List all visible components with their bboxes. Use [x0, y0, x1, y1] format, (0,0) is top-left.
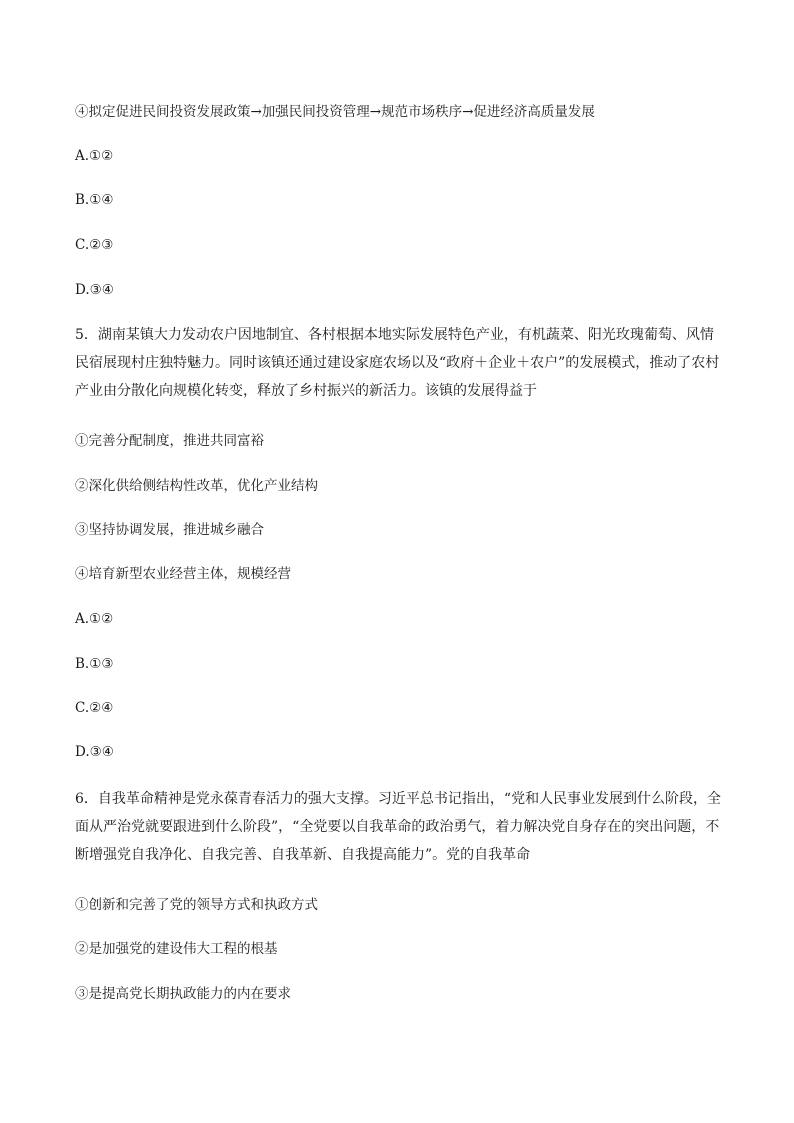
q5-option-3: ③坚持协调发展，推进城乡融合	[75, 522, 264, 538]
q6-option-1: ①创新和完善了党的领导方式和执政方式	[75, 897, 318, 913]
q5-choice-c: C.②④	[75, 700, 114, 716]
q4-choice-d: D.③④	[75, 282, 114, 298]
q5-option-2: ②深化供给侧结构性改革，优化产业结构	[75, 478, 318, 494]
q5-choice-a: A.①②	[75, 611, 114, 627]
q5-choice-d: D.③④	[75, 744, 114, 760]
q5-option-4: ④培育新型农业经营主体，规模经营	[75, 566, 291, 582]
q6-stem: 6．自我革命精神是党永葆青春活力的强大支撑。习近平总书记指出，“党和人民事业发展到什么阶段，全面从严治党就要跟进到什么阶段”，“全党要以自我革命的政治勇气，着力解决党自身存在的突出问题，不断增强党自我净化、自我完善、自我革新、自我提高能力”。党的自我革命	[75, 791, 722, 863]
q4-choice-b: B.①④	[75, 192, 114, 208]
q4-choice-a: A.①②	[75, 148, 114, 164]
q6-option-3: ③是提高党长期执政能力的内在要求	[75, 986, 291, 1002]
q6-option-2: ②是加强党的建设伟大工程的根基	[75, 941, 278, 957]
q5-choice-b: B.①③	[75, 656, 114, 672]
q4-option-4: ④拟定促进民间投资发展政策→加强民间投资管理→规范市场秩序→促进经济高质量发展	[75, 104, 595, 120]
q4-choice-c: C.②③	[75, 237, 114, 253]
q5-option-1: ①完善分配制度，推进共同富裕	[75, 433, 264, 449]
q5-stem: 5．湖南某镇大力发动农户因地制宜、各村根据本地实际发展特色产业，有机蔬菜、阳光玫瑰葡萄、风情民宿展现村庄独特魅力。同时该镇还通过建设家庭农场以及“政府＋企业＋农户”的发展模式，推动了农村产业由分散化向规模化转变，释放了乡村振兴的新活力。该镇的发展得益于	[75, 327, 720, 399]
